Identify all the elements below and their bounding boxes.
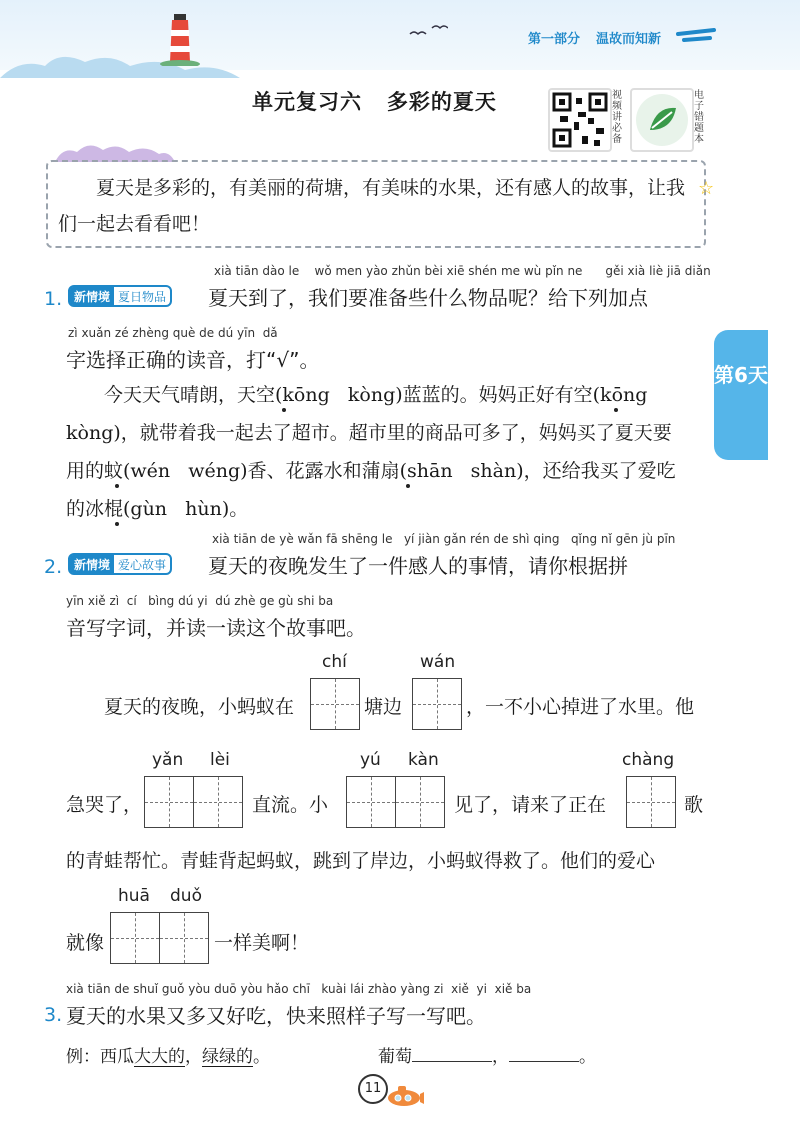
qr-label: 视频讲必备 (612, 90, 622, 145)
story-text: 的青蛙帮忙。青蛙背起蚂蚁，跳到了岸边，小蚂蚁得救了。他们的爱心 (66, 850, 656, 872)
story-text: 一样美啊！ (214, 932, 310, 954)
passage-line: 用的蚊(wén wéng)香、花露水和蒲扇(shān shàn)，还给我买了爱吃 (66, 460, 676, 482)
grid-cell[interactable] (144, 776, 194, 828)
question-number: 2. (44, 556, 63, 578)
writing-grid[interactable] (110, 912, 207, 964)
example-answer: 大大的 (134, 1047, 185, 1067)
pinyin-line: xià tiān de shuǐ guǒ yòu duō yòu hǎo chī kuài lái zhào yàng zi xiě yi xiě ba (66, 982, 532, 996)
fruit-label: 葡萄 (378, 1047, 412, 1067)
writing-grid[interactable] (626, 776, 675, 828)
birds-icon (408, 20, 448, 40)
section-tag: 第一部分 (528, 32, 581, 47)
passage-line: kòng)，就带着我一起去了超市。超市里的商品可多了，妈妈买了夏天要 (66, 422, 672, 444)
example-prefix: 例：西瓜 (66, 1047, 134, 1067)
answer-blank[interactable] (509, 1061, 579, 1062)
grid-cell[interactable] (412, 678, 462, 730)
question-text: 音写字词，并读一读这个故事吧。 (66, 616, 366, 640)
context-badge (68, 553, 172, 575)
grid-cell[interactable] (110, 912, 160, 964)
submarine-icon (386, 1084, 424, 1108)
badge-label: 新情境 (70, 555, 114, 573)
day-tab: 第6天 (714, 330, 768, 460)
story-text: 急哭了， (66, 794, 143, 816)
example-end: 。 (253, 1047, 270, 1067)
story-text: ，一不小心掉进了水里。他 (466, 696, 695, 718)
example-answer: 绿绿的 (202, 1047, 253, 1067)
story-text: 见了，请来了正在 (454, 794, 607, 816)
grid-cell[interactable] (310, 678, 360, 730)
example-line (66, 1042, 270, 1067)
question-number: 1. (44, 288, 63, 310)
context-badge (68, 285, 172, 307)
pinyin-hint: chí (322, 652, 347, 672)
grid-cell[interactable] (346, 776, 396, 828)
question-text: 夏天到了，我们要准备些什么物品呢？给下列加点 (208, 286, 648, 310)
pinyin-hint: lèi (210, 750, 230, 770)
writing-grid[interactable] (346, 776, 443, 828)
intro-text: 夏天是多彩的，有美丽的荷塘，有美味的水果，还有感人的故事，让我们一起去看看吧！ (58, 177, 686, 235)
passage-line: 的冰棍(gùn hùn)。 (66, 498, 249, 520)
answer-line (378, 1042, 596, 1067)
pinyin-hint: kàn (408, 750, 439, 770)
story-text: 就像 (66, 932, 105, 954)
emphasis-dot (614, 408, 618, 412)
qr-code-icon[interactable] (630, 88, 694, 152)
story-text: 夏天的夜晚，小蚂蚁在 (104, 696, 295, 718)
pinyin-hint: huā (118, 886, 150, 906)
passage-line: 今天天气晴朗，天空(kōng kòng)蓝蓝的。妈妈正好有空(kōng (104, 384, 648, 406)
example-comma: ， (185, 1047, 202, 1067)
pinyin-hint: wán (420, 652, 456, 672)
question-text: 字选择正确的读音，打“√”。 (66, 348, 320, 372)
grid-cell[interactable] (193, 776, 243, 828)
qr-label: 电子错题本 (694, 90, 704, 145)
question-text: 夏天的水果又多又好吃，快来照样子写一写吧。 (66, 1004, 486, 1028)
answer-comma: ， (492, 1047, 509, 1067)
writing-grid[interactable] (412, 678, 461, 730)
star-icon: ☆ (698, 178, 715, 199)
question-text: 夏天的夜晚发生了一件感人的事情，请你根据拼 (208, 554, 628, 578)
emphasis-dot (115, 484, 119, 488)
story-text: 塘边 (364, 696, 403, 718)
answer-end: 。 (579, 1047, 596, 1067)
section-subtitle: 温故而知新 (596, 32, 662, 47)
story-text: 直流。小 (252, 794, 329, 816)
emphasis-dot (406, 484, 410, 488)
brush-stroke-icon (676, 26, 716, 46)
grid-cell[interactable] (626, 776, 676, 828)
emphasis-dot (282, 408, 286, 412)
answer-blank[interactable] (412, 1061, 492, 1062)
page-number: 11 (358, 1074, 388, 1104)
pinyin-hint: duǒ (170, 886, 202, 906)
writing-grid[interactable] (144, 776, 241, 828)
writing-grid[interactable] (310, 678, 359, 730)
unit-title: 单元复习六 多彩的夏天 (252, 90, 497, 114)
pinyin-hint: chàng (622, 750, 675, 770)
badge-topic: 爱心故事 (118, 557, 167, 572)
grid-cell[interactable] (159, 912, 209, 964)
cloud-decoration (0, 48, 240, 78)
pinyin-hint: yú (360, 750, 381, 770)
pinyin-hint: yǎn (152, 750, 184, 770)
pinyin-line: zì xuǎn zé zhèng què de dú yīn dǎ (68, 326, 278, 340)
question-number: 3. (44, 1004, 63, 1026)
pinyin-line: xià tiān dào le wǒ men yào zhǔn bèi xiē shén me wù pǐn ne gěi xià liè jiā diǎn (214, 264, 711, 278)
pinyin-line: yīn xiě zì cí bìng dú yi dú zhè ge gù shi ba (66, 594, 334, 608)
lighthouse-icon (160, 8, 200, 66)
badge-label: 新情境 (70, 287, 114, 305)
emphasis-dot (115, 522, 119, 526)
badge-topic: 夏日物品 (118, 289, 167, 304)
qr-code-icon[interactable] (548, 88, 612, 152)
story-text: 歌 (684, 794, 704, 816)
grid-cell[interactable] (395, 776, 445, 828)
cloud-decoration (55, 140, 175, 162)
pinyin-line: xià tiān de yè wǎn fā shēng le yí jiàn gǎn rén de shì qing qǐng nǐ gēn jù pīn (212, 532, 676, 546)
